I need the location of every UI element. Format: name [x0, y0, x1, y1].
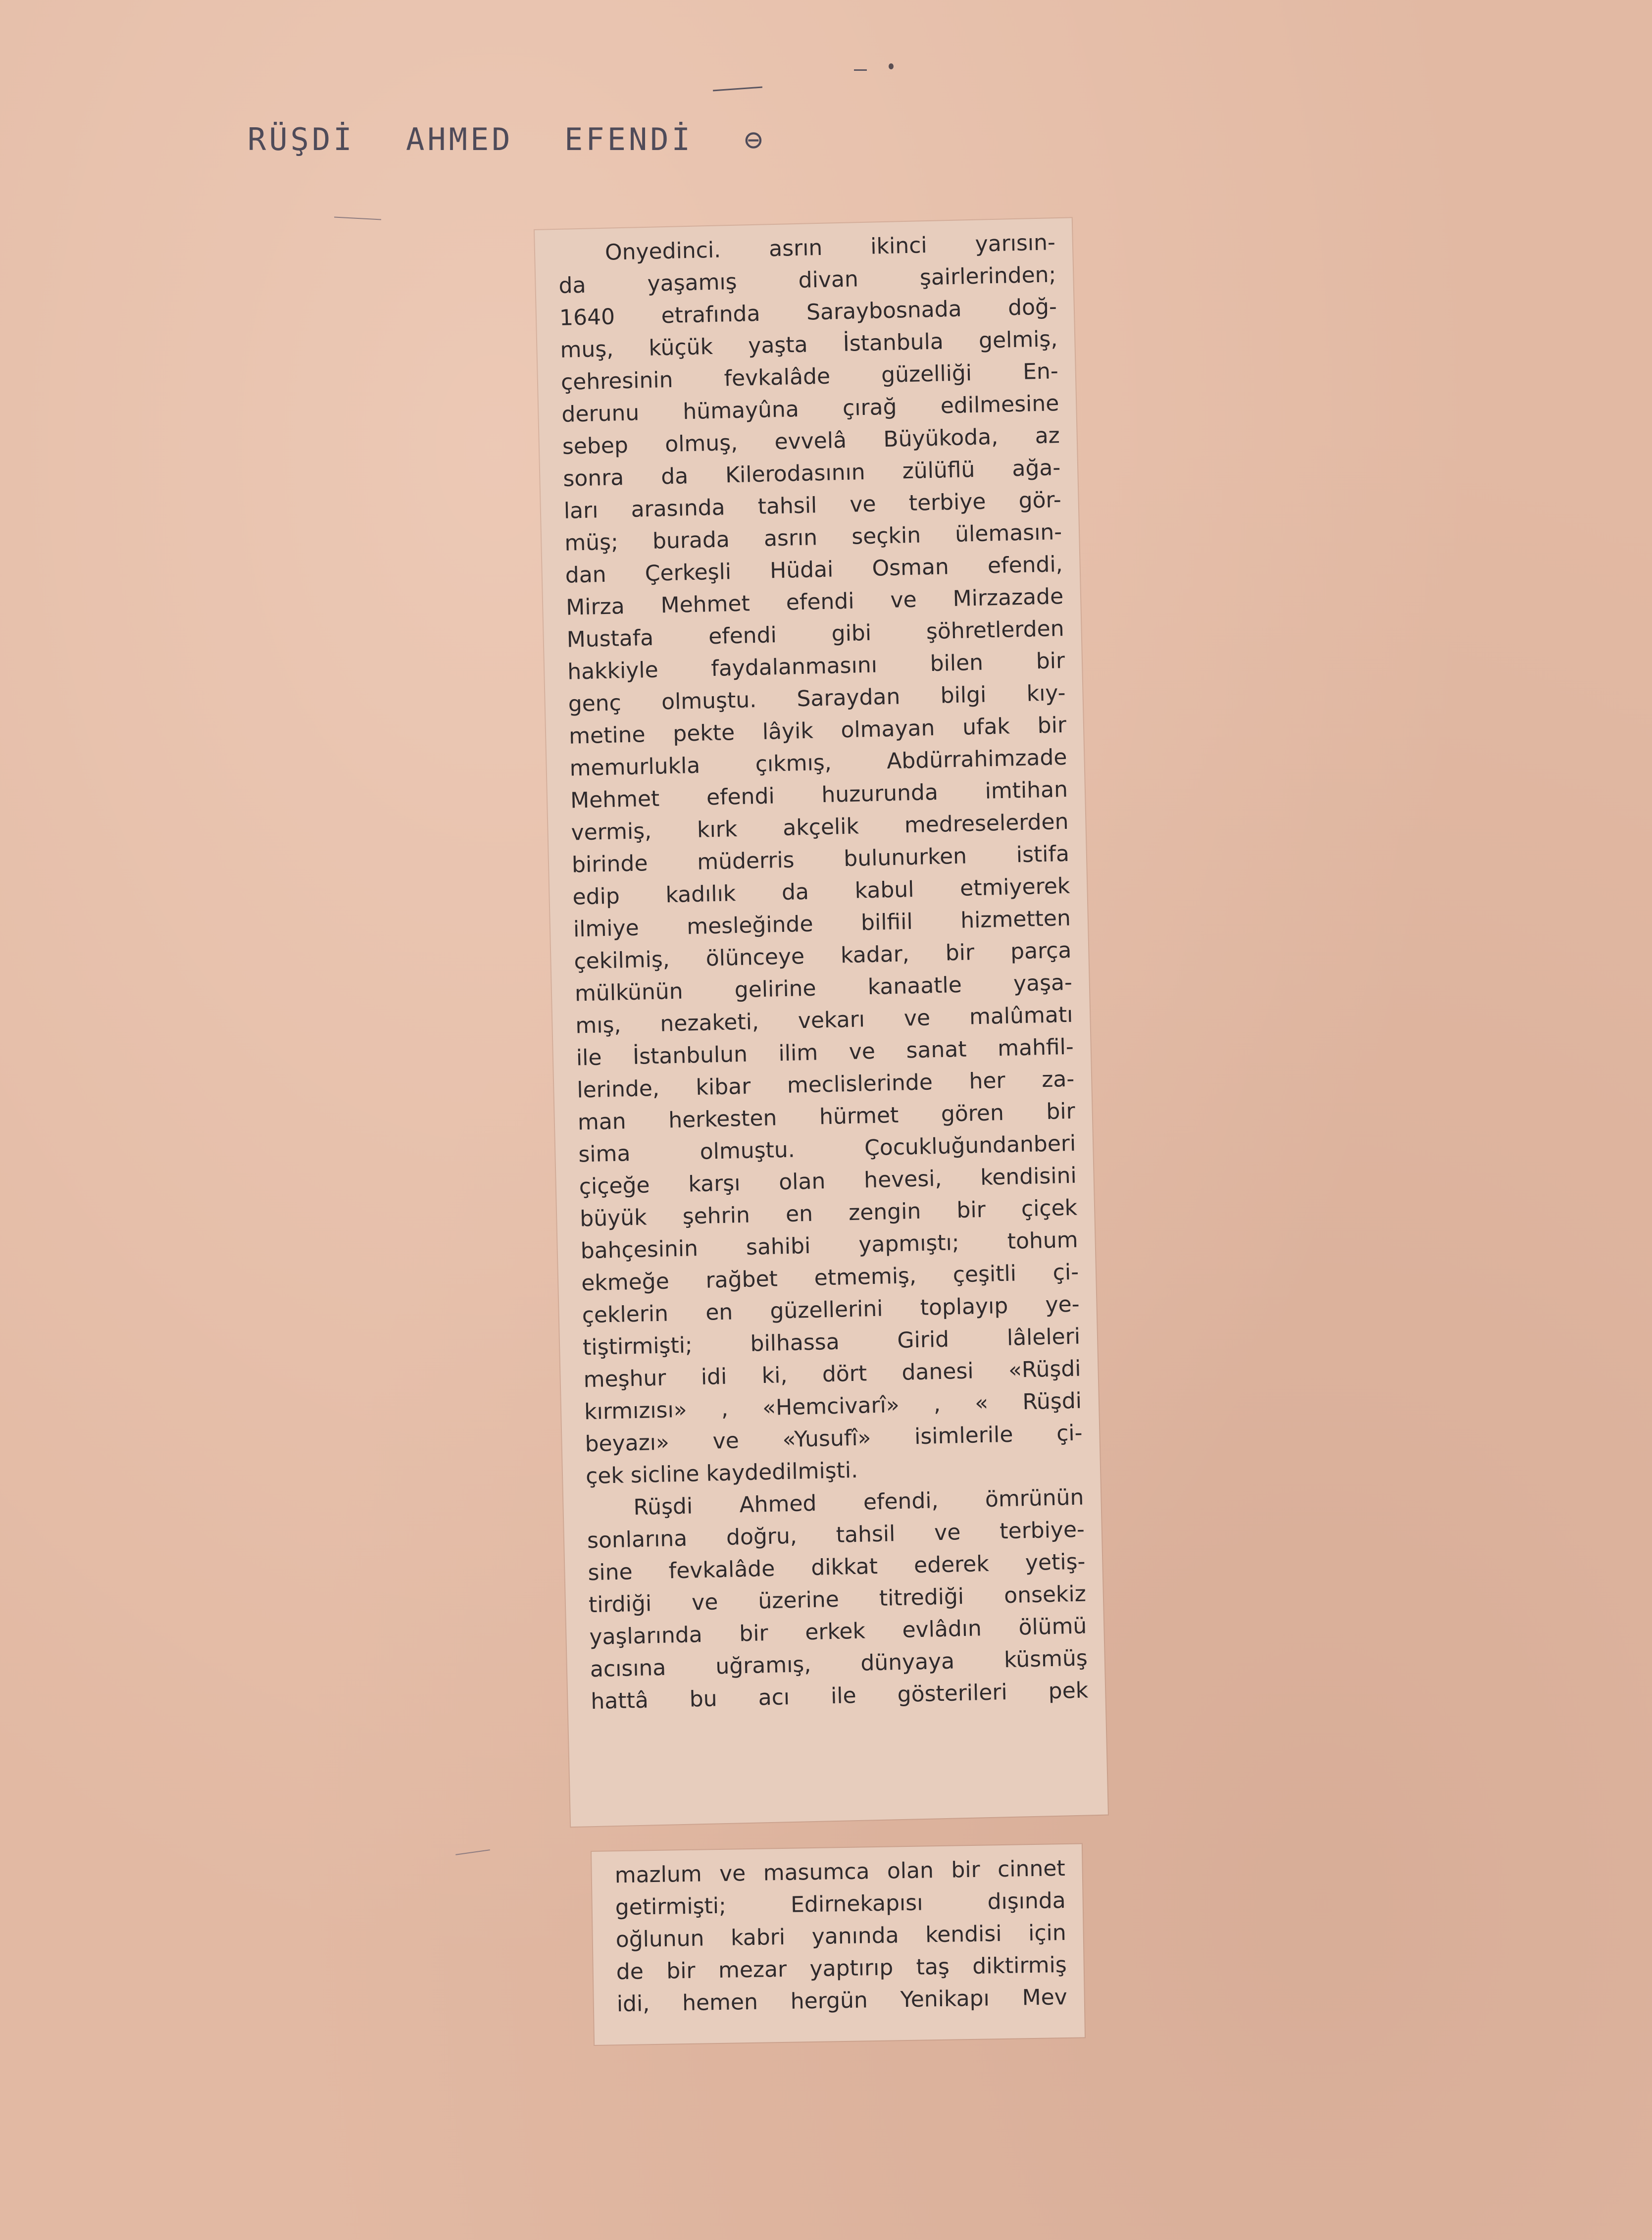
clip2-line: mazlum ve masumca olan bir cinnet [614, 1855, 1066, 1888]
clip1-line: Mustafa efendi gibi şöhretlerden [566, 615, 1065, 653]
clip1-line: ile İstanbulun ilim ve sanat mahfil- [576, 1034, 1074, 1071]
clip1-line: müş; burada asrın seçkin ülemasın- [564, 519, 1062, 556]
clip1-line: yaşlarında bir erkek evlâdın ölümü [589, 1613, 1087, 1650]
clip1-line: muş, küçük yaşta İstanbula gelmiş, [559, 326, 1058, 363]
clip1-line: sine fevkalâde dikkat ederek yetiş- [587, 1549, 1086, 1586]
clip2-line: oğlunun kabri yanında kendisi için [615, 1920, 1067, 1953]
clip1-line: tiştirmişti; bilhassa Girid lâleleri [582, 1324, 1081, 1361]
clip1-line: sonlarına doğru, tahsil ve terbiye- [587, 1517, 1085, 1554]
clipping-1-text [557, 226, 1089, 1718]
clip1-line: derunu hümayûna çırağ edilmesine [561, 391, 1059, 427]
header-mark: ⊖ [744, 121, 766, 157]
clip1-line: çek sicline kaydedilmişti. [585, 1457, 858, 1489]
clipping-2-text [614, 1852, 1067, 2020]
document-header [248, 121, 766, 157]
ink-mark-top-small [854, 69, 867, 71]
clip1-line: memurlukla çıkmış, Abdürrahimzade [569, 744, 1068, 781]
clip1-line: ları arasında tahsil ve terbiye gör- [563, 487, 1062, 524]
clip1-line: sebep olmuş, evvelâ Büyükoda, az [562, 423, 1060, 459]
clip1-line: beyazı» ve «Yusufî» isimlerile çi- [585, 1420, 1083, 1457]
clip1-line: ekmeğe rağbet etmemiş, çeşitli çi- [581, 1259, 1079, 1296]
clip2-line: de bir mezar yaptırıp taş diktirmiş [616, 1952, 1067, 1985]
clip1-line: 1640 etrafında Saraybosnada doğ- [559, 294, 1057, 331]
clip1-line: acısına uğramış, dünyaya küsmüş [590, 1645, 1088, 1682]
clip1-line: kırmızısı» , «Hemcivarî» , « Rüşdi [584, 1388, 1082, 1425]
clip1-line: dan Çerkeşli Hüdai Osman efendi, [565, 551, 1063, 588]
clip1-line: mülkünün gelirine kanaatle yaşa- [574, 969, 1073, 1007]
newspaper-clipping-1 [535, 218, 1108, 1827]
clip1-line: sima olmuştu. Çocukluğundanberi [578, 1130, 1076, 1168]
clip1-line: bahçesinin sahibi yapmıştı; tohum [580, 1227, 1079, 1264]
clip1-line: sonra da Kilerodasının zülüflü ağa- [562, 455, 1061, 492]
clip1-line: mış, nezaketi, vekarı ve malûmatı [575, 1002, 1073, 1039]
clip1-line: man herkesten hürmet gören bir [577, 1098, 1076, 1135]
clip1-line: hattâ bu acı ile gösterileri pek [590, 1678, 1089, 1715]
clip1-line: lerinde, kibar meclislerinde her za- [576, 1066, 1075, 1103]
clip1-line: genç olmuştu. Saraydan bilgi kıy- [568, 680, 1066, 717]
clip1-line: ilmiye mesleğinde bilfiil hizmetten [573, 905, 1071, 942]
clip1-line: Rüşdi Ahmed efendi, ömrünün [633, 1484, 1084, 1521]
ink-speck [889, 63, 894, 69]
clip1-line: metine pekte lâyik olmayan ufak bir [568, 712, 1067, 749]
clip1-line: da yaşamış divan şairlerinden; [558, 262, 1056, 299]
header-word-1: RÜŞDİ [248, 121, 355, 157]
clip1-line: Mehmet efendi huzurunda imtihan [570, 776, 1068, 814]
clip1-line: çekilmiş, ölünceye kadar, bir parça [573, 937, 1072, 974]
clip1-line: tirdiği ve üzerine titrediği onsekiz [588, 1581, 1087, 1618]
clip1-line: çiçeğe karşı olan hevesi, kendisini [579, 1163, 1077, 1200]
header-word-3: EFENDİ [564, 121, 693, 157]
clip1-line: birinde müderris bulunurken istifa [571, 841, 1070, 878]
clip1-line: edip kadılık da kabul etmiyerek [572, 873, 1070, 910]
clip1-line: Onyedinci. asrın ikinci yarısın- [604, 230, 1056, 265]
clip1-line: çeklerin en güzellerini toplayıp ye- [582, 1291, 1080, 1328]
clip1-line: Mirza Mehmet efendi ve Mirzazade [565, 583, 1064, 620]
clip2-line: idi, hemen hergün Yenikapı Mev [616, 1984, 1068, 2017]
clip1-line: hakkiyle faydalanmasını bilen bir [567, 648, 1065, 685]
newspaper-clipping-2 [592, 1844, 1085, 2045]
clip2-line: getirmişti; Edirnekapısı dışında [615, 1887, 1066, 1921]
clip1-line: çehresinin fevkalâde güzelliği En- [560, 358, 1059, 395]
clip1-line: vermiş, kırk akçelik medreselerden [571, 809, 1069, 846]
header-word-2: AHMED [405, 121, 513, 157]
clip1-line: büyük şehrin en zengin bir çiçek [579, 1195, 1078, 1232]
clip1-line: meşhur idi ki, dört danesi «Rüşdi [583, 1356, 1082, 1393]
